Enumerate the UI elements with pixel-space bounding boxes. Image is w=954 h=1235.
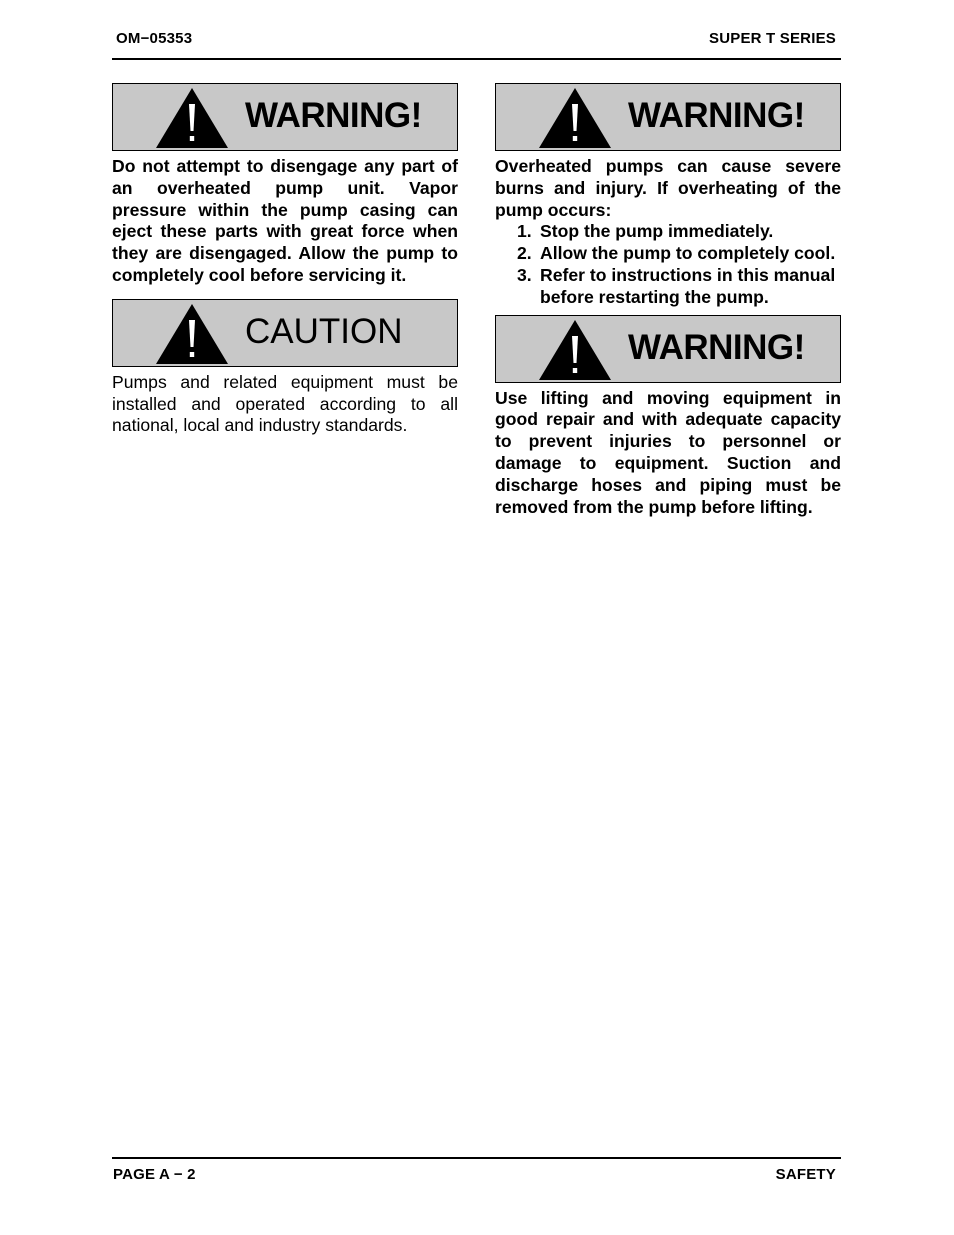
warning-sign [495, 83, 841, 151]
warning-triangle-icon [538, 87, 612, 149]
caution-sign [112, 299, 458, 367]
header-rule [112, 58, 841, 60]
list-item [495, 243, 841, 265]
warning-sign [495, 315, 841, 383]
section-title: SAFETY [775, 1166, 836, 1183]
caution-triangle-icon [155, 303, 229, 365]
caution-text: Pumps and related equipment must be installed and operated according to all national, local and industry standards. [112, 371, 458, 436]
page-number: PAGE A − 2 [113, 1166, 196, 1183]
caution-label: CAUTION [245, 311, 403, 351]
step-text: Refer to instructions in this manual before restarting the pump. [540, 264, 836, 307]
warning-triangle-icon [155, 87, 229, 149]
step-number: 2. [517, 243, 532, 264]
warning-triangle-icon [538, 319, 612, 381]
warning-text: Use lifting and moving equipment in good repair and with adequate capacity to prevent injuries to personnel or damage to equipment. Suction and discharge hoses and piping must be removed from the pump before lifting. [495, 387, 841, 517]
step-number: 3. [517, 264, 532, 285]
warning-text: Do not attempt to disengage any part of an overheated pump unit. Vapor pressure within the pump casing can eject these parts with great force when they are disengaged. Allow the pump to completely cool before servicing it. [112, 156, 458, 285]
warning-sign [112, 83, 458, 151]
list-item [495, 265, 841, 309]
footer-rule [112, 1157, 841, 1159]
right-column [495, 83, 841, 518]
step-number: 1. [517, 221, 532, 242]
warning-intro: Overheated pumps can cause severe burns and injury. If overheating of the pump occurs: [495, 156, 841, 220]
warning-label: WARNING! [628, 96, 805, 135]
document-number: OM−05353 [116, 30, 193, 47]
step-text: Allow the pump to completely cool. [540, 243, 836, 264]
list-item [495, 221, 841, 243]
warning-label: WARNING! [245, 96, 422, 135]
series-title: SUPER T SERIES [709, 30, 836, 47]
warning-label: WARNING! [628, 327, 805, 367]
steps-list [495, 221, 841, 308]
left-column [112, 83, 458, 437]
step-text: Stop the pump immediately. [540, 221, 774, 242]
